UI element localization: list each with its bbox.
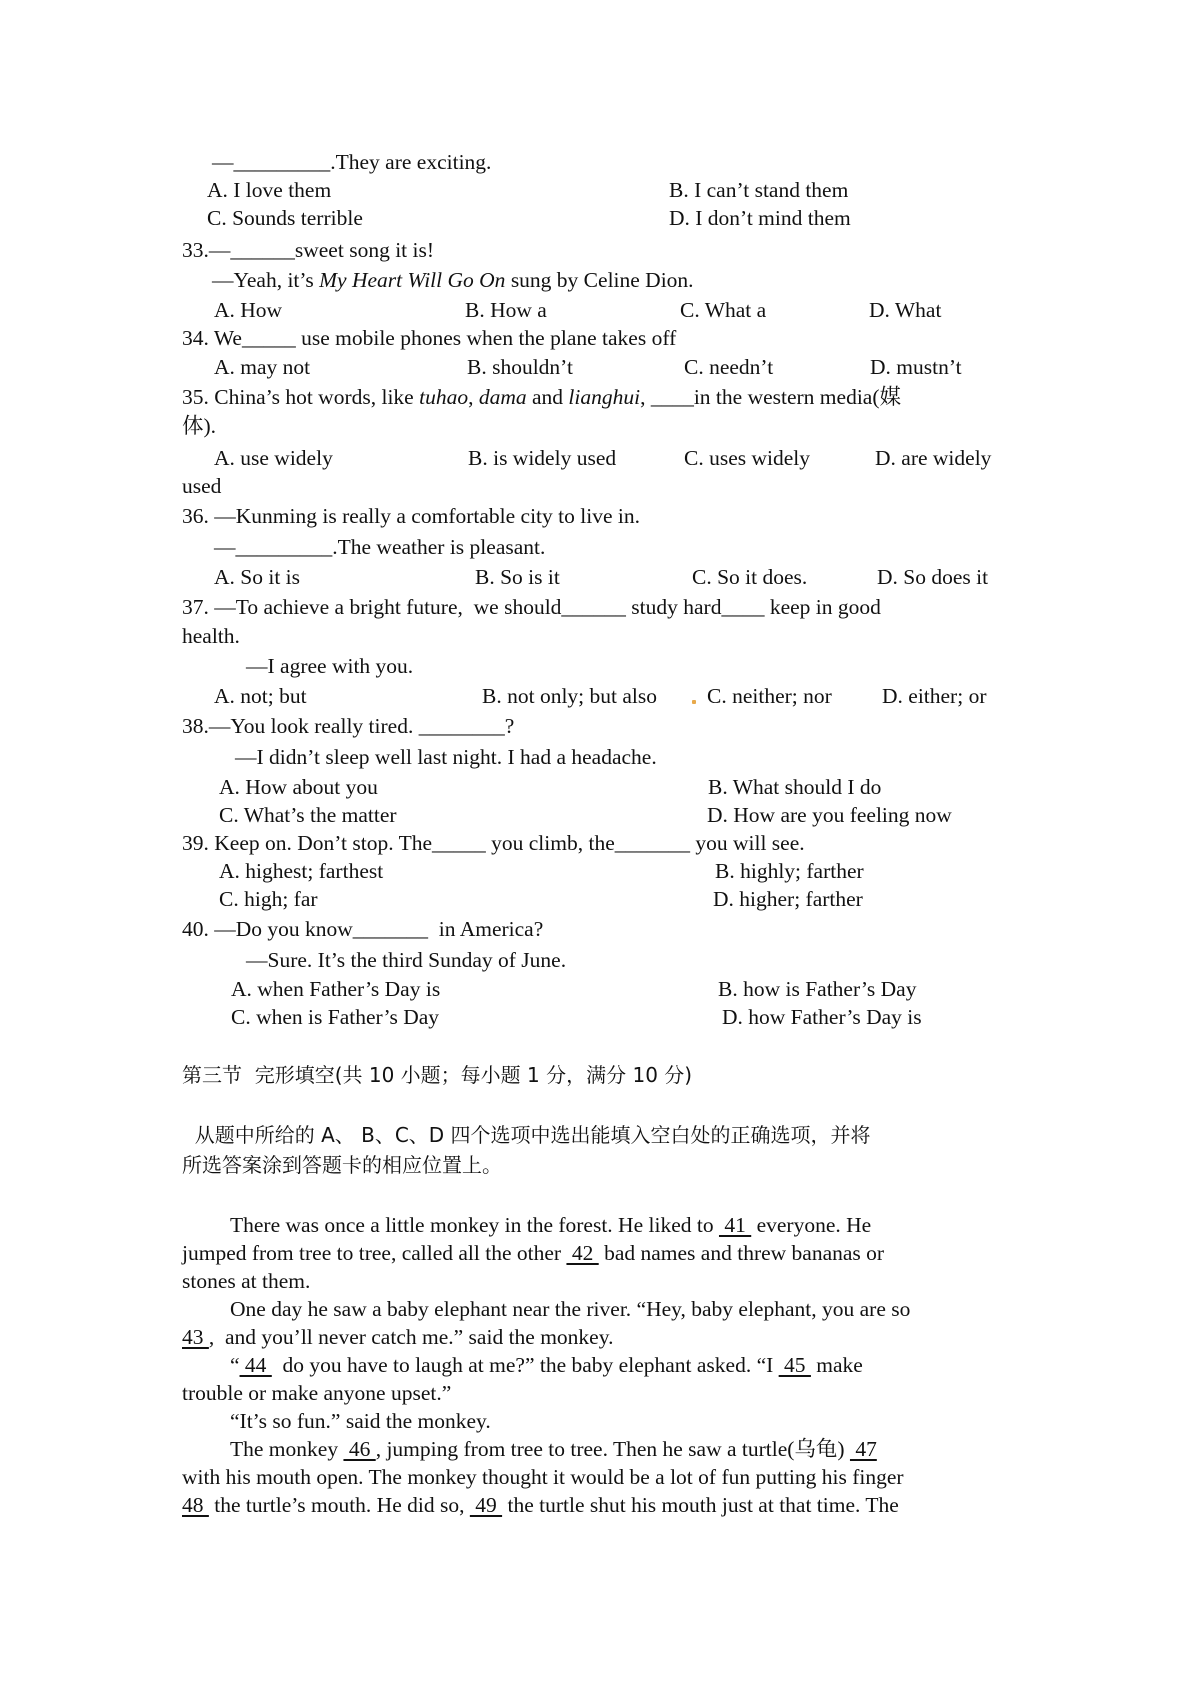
q40-reply: —Sure. It’s the third Sunday of June. xyxy=(246,948,567,972)
q32-option-d: D. I don’t mind them xyxy=(669,206,851,230)
q36-option-d: D. So does it xyxy=(877,565,989,589)
q32-option-a: A. I love them xyxy=(207,178,332,202)
q33-option-b: B. How a xyxy=(465,298,547,322)
q34-stem: 34. We_____ use mobile phones when the plane takes off xyxy=(182,326,677,350)
q37-option-c: C. neither; nor xyxy=(707,684,832,708)
q33-option-a: A. How xyxy=(214,298,283,322)
passage-p4: “It’s so fun.” said the monkey. xyxy=(230,1409,491,1433)
blank-47: 47 xyxy=(849,1437,877,1461)
q38-option-c: C. What’s the matter xyxy=(219,803,397,827)
q37-option-d: D. either; or xyxy=(882,684,987,708)
q38-option-b: B. What should I do xyxy=(708,775,882,799)
stray-mark xyxy=(692,700,696,704)
blank-42: 42 xyxy=(566,1241,599,1265)
q38-reply: —I didn’t sleep well last night. I had a headache. xyxy=(235,745,657,769)
passage-p1-line2: jumped from tree to tree, called all the other 42 bad names and threw bananas or xyxy=(182,1241,885,1265)
q36-option-a: A. So it is xyxy=(214,565,301,589)
q39-option-b: B. highly; farther xyxy=(715,859,864,883)
passage-p1-line1: There was once a little monkey in the forest. He liked to 41 everyone. He xyxy=(230,1213,872,1237)
q34-option-a: A. may not xyxy=(214,355,311,379)
q37-stem-line2: health. xyxy=(182,624,240,648)
q36-option-b: B. So is it xyxy=(475,565,560,589)
passage-p5-line1: The monkey 46 , jumping from tree to tree. Then he saw a turtle(乌龟) 47 xyxy=(230,1437,877,1461)
passage-p1-line3: stones at them. xyxy=(182,1269,311,1293)
q39-stem: 39. Keep on. Don’t stop. The_____ you climb, the_______ you will see. xyxy=(182,831,805,855)
q33-option-d: D. What xyxy=(869,298,942,322)
q40-option-a: A. when Father’s Day is xyxy=(231,977,441,1001)
passage-p3-line1: “ 44 do you have to laugh at me?” the baby elephant asked. “I 45 make xyxy=(230,1353,863,1377)
q36-reply: —_________.The weather is pleasant. xyxy=(214,535,546,559)
q38-option-a: A. How about you xyxy=(219,775,378,799)
passage-p2-line1: One day he saw a baby elephant near the river. “Hey, baby elephant, you are so xyxy=(230,1297,911,1321)
blank-48: 48 xyxy=(182,1493,209,1517)
passage-p3-line2: trouble or make anyone upset.” xyxy=(182,1381,452,1405)
q33-option-c: C. What a xyxy=(680,298,767,322)
q33-reply: —Yeah, it’s My Heart Will Go On sung by Celine Dion. xyxy=(212,268,694,292)
q35-option-c: C. uses widely xyxy=(684,446,811,470)
q35-option-b: B. is widely used xyxy=(468,446,617,470)
section3-heading: 第三节 完形填空(共 10 小题；每小题 1 分，满分 10 分) xyxy=(182,1063,693,1087)
q40-option-b: B. how is Father’s Day xyxy=(718,977,917,1001)
q40-stem: 40. —Do you know_______ in America? xyxy=(182,917,544,941)
q40-option-c: C. when is Father’s Day xyxy=(231,1005,440,1029)
blank-41: 41 xyxy=(718,1213,752,1237)
q38-stem: 38.—You look really tired. ________? xyxy=(182,714,515,738)
q40-option-d: D. how Father’s Day is xyxy=(722,1005,922,1029)
q37-option-a: A. not; but xyxy=(214,684,307,708)
section3-instruction-line1: 从题中所给的 A、 B、C、D 四个选项中选出能填入空白处的正确选项，并将 xyxy=(182,1123,871,1147)
song-title: My Heart Will Go On xyxy=(319,268,506,292)
q32-option-b: B. I can’t stand them xyxy=(669,178,849,202)
passage-p2-line2: 43 , and you’ll never catch me.” said the monkey. xyxy=(182,1325,614,1349)
q36-stem: 36. —Kunming is really a comfortable city to live in. xyxy=(182,504,640,528)
q39-option-a: A. highest; farthest xyxy=(219,859,384,883)
q35-option-d-cont: used xyxy=(182,474,222,498)
blank-44: 44 xyxy=(239,1353,272,1377)
q35-option-d: D. are widely xyxy=(875,446,992,470)
q32-option-c: C. Sounds terrible xyxy=(207,206,363,230)
blank-45: 45 xyxy=(778,1353,811,1377)
q34-option-d: D. mustn’t xyxy=(870,355,962,379)
q37-reply: —I agree with you. xyxy=(246,654,414,678)
q33-stem: 33.—______sweet song it is! xyxy=(182,238,435,262)
q39-option-c: C. high; far xyxy=(219,887,318,911)
q35-stem: 35. China’s hot words, like tuhao, dama and lianghui, ____in the western media(媒 xyxy=(182,385,901,409)
q39-option-d: D. higher; farther xyxy=(713,887,863,911)
q34-option-b: B. shouldn’t xyxy=(467,355,573,379)
blank-46: 46 xyxy=(343,1437,376,1461)
q38-option-d: D. How are you feeling now xyxy=(707,803,952,827)
q37-option-b: B. not only; but also xyxy=(482,684,657,708)
q35-option-a: A. use widely xyxy=(214,446,333,470)
passage-p5-line3: 48 the turtle’s mouth. He did so, 49 the turtle shut his mouth just at that time. The xyxy=(182,1493,899,1517)
blank-49: 49 xyxy=(469,1493,503,1517)
section3-instruction-line2: 所选答案涂到答题卡的相应位置上。 xyxy=(182,1153,502,1177)
passage-p5-line2: with his mouth open. The monkey thought it would be a lot of fun putting his finger xyxy=(182,1465,904,1489)
q35-stem-line2: 体). xyxy=(182,414,217,438)
q36-option-c: C. So it does. xyxy=(692,565,808,589)
blank-43: 43 xyxy=(182,1325,209,1349)
q37-stem: 37. —To achieve a bright future, we should______ study hard____ keep in good xyxy=(182,595,881,619)
q34-option-c: C. needn’t xyxy=(684,355,774,379)
q32-answer-line: —_________.They are exciting. xyxy=(212,150,492,174)
